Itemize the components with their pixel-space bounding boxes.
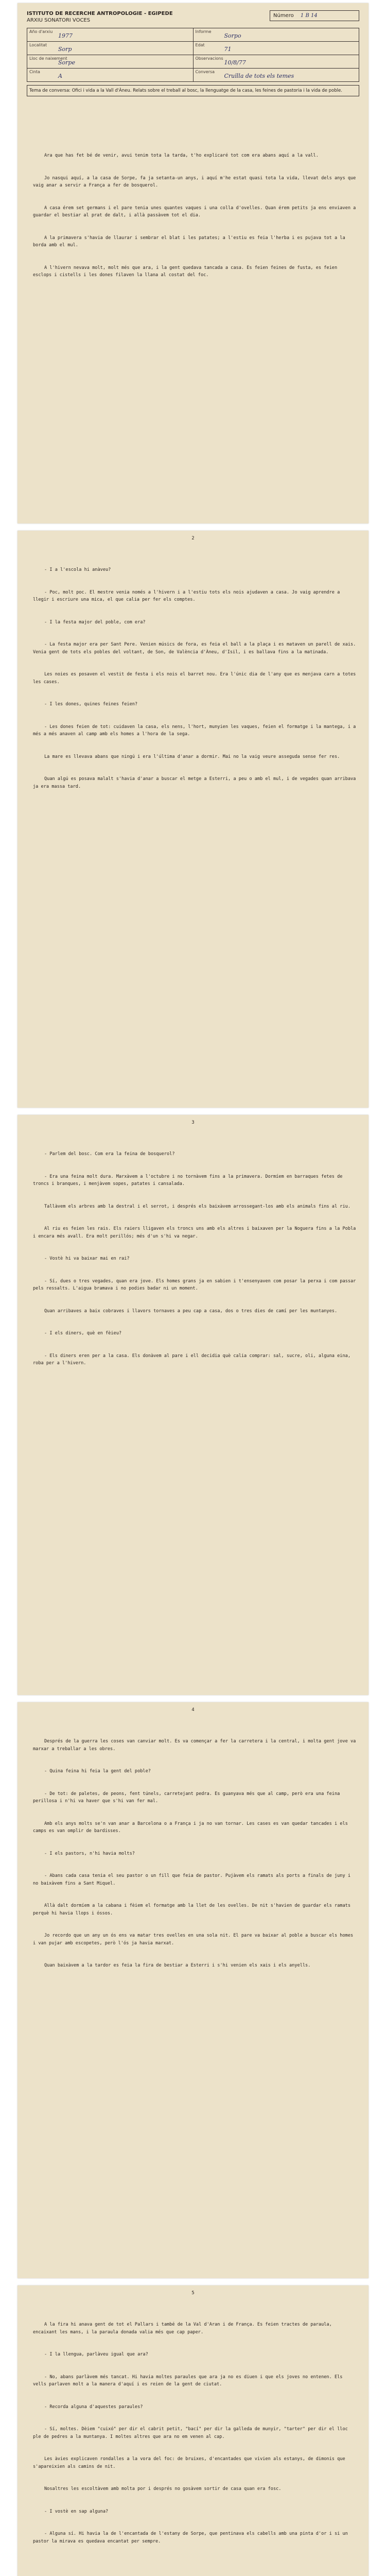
paragraph: - Era una feina molt dura. Marxàvem a l'octubre i no tornàvem fins a la primavera. Dormíem en barraques fetes de troncs i branques, i menjàvem sopes, patates i cansalada. [33, 1174, 345, 1187]
record-number-value: 1 B 14 [300, 13, 318, 19]
archive-form [27, 10, 359, 96]
page-number: 2 [191, 536, 195, 541]
typed-text-p3 [33, 1136, 359, 1382]
typed-text-p1 [33, 137, 359, 294]
field-value: A [58, 73, 62, 79]
field-value: Sorp [58, 46, 72, 53]
field-label: Lloc de naixement [29, 56, 67, 61]
field-value: Cruïlla de tots els temes [224, 73, 294, 79]
paragraph: - I els pastors, n'hi havia molts? [44, 1851, 135, 1856]
paragraph: Les noies es posaven el vestit de festa i els nois el barret nou. Era l'únic dia de l'any que es menjava carn a totes les cases. [33, 672, 359, 685]
paragraph: - I les dones, quines feines feien? [44, 702, 138, 707]
paragraph: Quan baixàvem a la tardor es feia la fira de bestiar a Esterri i s'hi venien els xais i els anyells. [44, 1963, 311, 1968]
field-label: Conversa [195, 70, 215, 74]
page-number: 5 [191, 2291, 195, 2296]
paragraph: - I la llengua, parlàveu igual que ara? [44, 2352, 148, 2357]
paragraph: - I els diners, què en fèieu? [44, 1331, 122, 1336]
field-label: Cinta [29, 70, 40, 74]
record-number-box [270, 10, 359, 21]
paragraph: - I la festa major del poble, com era? [44, 619, 146, 625]
institute-name: ISTITUTO DE RECERCHE ANTROPOLOGIE - EGIPEDE [27, 11, 173, 16]
field-birthplace [27, 55, 194, 68]
paragraph: - Vostè hi va baixar mai en rai? [44, 1256, 130, 1261]
typed-text-p4 [33, 1723, 359, 1985]
form-summary: Tema de conversa: Ofici i vida a la Vall d'Àneu. Relats sobre el treball al bosc, la llenguatge de la casa, les feines de pastoria i la vida de poble. [27, 85, 359, 96]
paragraph: Jo nasqui aquí, a la casa de Sorpe, fa ja setanta-un anys, i aquí m'he estat quasi tota la vida, llevat dels anys que vaig anar a servir a França a fer de bosquerol. [33, 175, 359, 188]
paragraph: Quan arribaves a baix cobraves i llavors tornaves a peu cap a casa, dos o tres dies de camí per les muntanyes. [44, 1308, 338, 1314]
field-tape [27, 69, 194, 81]
paragraph: - Quina feina hi feia la gent del poble? [44, 1769, 151, 1774]
paragraph: - I vostè en sap alguna? [44, 2509, 109, 2514]
paragraph: A la fira hi anava gent de tot el Pallars i també de la Val d'Aran i de França. Es feien tractes de paraula, encaixant les mans, i la paraula donada valia més que cap paper. [33, 2322, 335, 2335]
paragraph: - Recorda alguna d'aquestes paraules? [44, 2404, 143, 2410]
transcript-page-1 [17, 3, 369, 523]
paragraph: La mare es llevava abans que ningú i era l'última d'anar a dormir. Mai no la vaig veure asseguda sense fer res. [44, 754, 340, 759]
page-number: 3 [191, 1120, 195, 1125]
transcript-page-4 [17, 1702, 369, 2278]
paragraph: - Abans cada casa tenia el seu pastor o un fill que feia de pastor. Pujàvem els ramats als ports a finals de juny i no baixàvem fins a Sant Miquel. [33, 1873, 354, 1886]
paragraph: Quan algú es posava malalt s'havia d'anar a buscar el metge a Esterri, a peu o amb el mul, i de vegades quan arribava ja era massa tard. [33, 776, 359, 789]
paragraph: - Les dones feien de tot: cuidaven la casa, els nens, l'hort, munyien les vaques, feien el formatge i la mantega, i a més a més anaven al camp amb els homes a l'hora de la sega. [33, 724, 359, 737]
field-label: Localitat [29, 43, 47, 47]
field-observations [194, 55, 359, 68]
field-value: Sorpe [58, 59, 75, 66]
paragraph: Allà dalt dormíem a la cabana i fèiem el formatge amb la llet de les ovelles. De nit s'havien de guardar els ramats perquè hi havia llops i óssos. [33, 1903, 354, 1916]
field-value: Sorpo [224, 32, 241, 39]
form-grid [27, 28, 359, 82]
paragraph: - Els diners eren per a la casa. Els donàvem al pare i ell decidia què calia comprar: sal, sucre, oli, alguna eina, roba per a l'hivern. [33, 1353, 354, 1366]
paragraph: - No, abans parlàvem més tancat. Hi havia moltes paraules que ara ja no es diuen i que els joves no entenen. Els vells parlaven molt a la manera d'aquí i es reien de la gent de ciutat. [33, 2374, 345, 2387]
record-number-label: Número [273, 13, 294, 19]
field-year [27, 28, 194, 41]
paragraph: - Alguna sí. Hi havia la de l'encantada de l'estany de Sorpe, que pentinava els cabells amb una pinta d'or i si un pastor la mirava es quedava encantat per sempre. [33, 2531, 351, 2544]
field-value: 10/8/77 [224, 59, 246, 66]
field-label: Informe [195, 29, 212, 34]
page-number: 4 [191, 1707, 195, 1713]
paragraph: A casa érem set germans i el pare tenia unes quantes vaques i una colla d'ovelles. Quan érem petits ja ens enviaven a guardar el bestiar al prat de dalt, i allà passàvem tot el dia. [33, 205, 359, 218]
field-age [194, 42, 359, 55]
paragraph: A l'hivern nevava molt, molt més que ara, i la gent quedava tancada a casa. Es feien feines de fusta, es feien esclops i cistells i les dones filaven la llana al costat del foc. [33, 265, 340, 278]
typed-text-p2 [33, 551, 359, 805]
paragraph: Les àvies explicaven rondalles a la vora del foc: de bruixes, d'encantades que vivien als estanys, de dimonis que s'apareixien als camins de nit. [33, 2456, 348, 2469]
typed-text-p5 [33, 2306, 356, 2560]
transcript-page-3 [17, 1115, 369, 1695]
paragraph: Després de la guerra les coses van canviar molt. Es va començar a fer la carretera i la central, i molta gent jove va marxar a treballar a les obres. [33, 1739, 359, 1752]
field-label: Año d'arxiu [29, 29, 53, 34]
paragraph: - Sí, moltes. Dèiem "cuixó" per dir el cabrit petit, "bací" per dir la galleda de munyir, "tarter" per dir el lloc ple de pedres a la muntanya. I moltes altres que ara no em venen al cap. [33, 2427, 351, 2439]
paragraph: - Sí, dues o tres vegades, quan era jove. Els homes grans ja en sabien i t'ensenyaven com posar la perxa i com passar pels ressalts. L'aigua bramava i no podies badar ni un moment. [33, 1278, 359, 1291]
paragraph: - De tot: de paletes, de peons, fent túnels, carretejant pedra. Es guanyava més que al camp, però era una feina perillosa i n'hi va haver que s'hi van fer mal. [33, 1791, 343, 1804]
field-value: 71 [224, 46, 232, 53]
field-conversation [194, 69, 359, 81]
archive-name: ARXIU SONATORI VOCES [27, 18, 91, 23]
paragraph: - Poc, molt poc. El mestre venia només a l'hivern i a l'estiu tots els nois ajudaven a casa. Jo vaig aprendre a llegir i escriure una mica, el que calia per fer els comptes. [33, 589, 343, 602]
field-informant [194, 28, 359, 41]
field-value: 1977 [58, 32, 73, 39]
paragraph: Amb els anys molts se'n van anar a Barcelona o a França i ja no van tornar. Les cases es van quedar tancades i els camps es van omplir de bardisses. [33, 1821, 351, 1834]
paragraph: Tallàvem els arbres amb la destral i el serrot, i després els baixàvem arrossegant-los amb els animals fins al riu. [44, 1204, 350, 1209]
field-locality [27, 42, 194, 55]
transcript-page-2 [17, 531, 369, 1108]
paragraph: Jo recordo que un any un ós ens va matar tres ovelles en una sola nit. El pare va baixar al poble a buscar els homes i van pujar amb escopetes, però l'ós ja havia marxat. [33, 1933, 356, 1946]
paragraph: A la primavera s'havia de llaurar i sembrar el blat i les patates; a l'estiu es feia l'herba i es pujava tot a la borda amb el mul. [33, 235, 348, 248]
paragraph: - Parlem del bosc. Com era la feina de bosquerol? [44, 1151, 175, 1157]
paragraph: Nosaltres les escoltàvem amb molta por i després no gosàvem sortir de casa quan era fosc. [44, 2486, 282, 2492]
paragraph: Al riu es feien les rais. Els raiers lligaven els troncs uns amb els altres i baixaven per la Noguera fins a la Pobla i encara més avall. Era molt perillós; més d'un s'hi va negar. [33, 1226, 359, 1239]
field-label: Observacions [195, 56, 223, 61]
transcript-page-5 [17, 2285, 369, 2576]
paragraph: - I a l'escola hi anàveu? [44, 567, 111, 572]
paragraph: Ara que has fet bé de venir, avui tenim tota la tarda, t'ho explicaré tot com era abans aquí a la vall. [44, 153, 319, 158]
paragraph: - La festa major era per Sant Pere. Venien músics de fora, es feia el ball a la plaça i es mataven un parell de xais. Venia gent de tots els pobles del voltant, de Son, de València d'Àneu, d'Isil, i es ballava fins a la matinada. [33, 642, 359, 655]
field-label: Edat [195, 43, 205, 47]
